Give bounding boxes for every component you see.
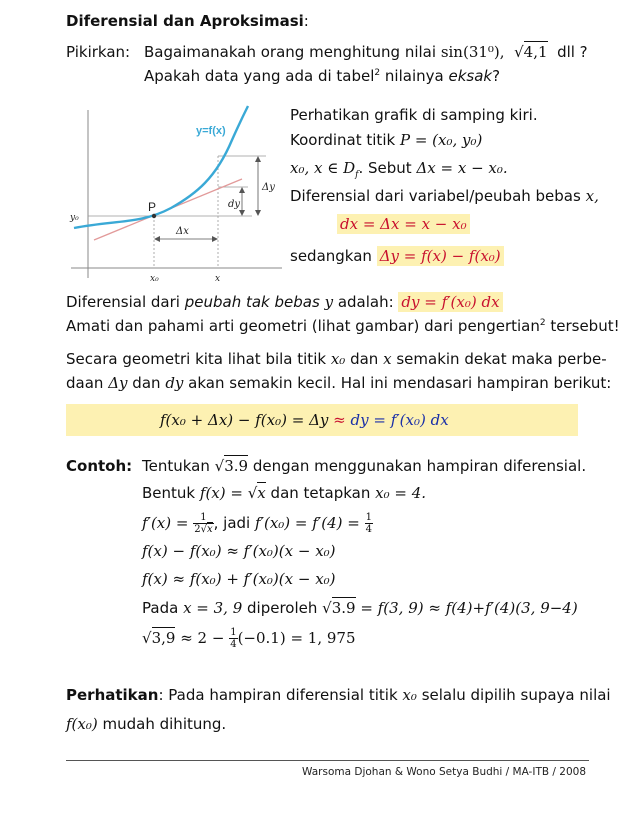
intro-line-2 [144, 67, 500, 85]
intro-sup: 2 [374, 68, 381, 78]
ex-l2-f: f(x) = [199, 484, 243, 502]
title-text: Diferensial dan Aproksimasi [66, 12, 304, 30]
note-l1a: : Pada hampiran diferensial titik [158, 686, 398, 704]
p3-l2b: dan [132, 374, 161, 392]
ex-l2-x: x [257, 484, 266, 502]
x0-label: x₀ [150, 274, 159, 284]
ex-l2a: Bentuk [142, 484, 196, 502]
ex-l6-num: 3.9 [331, 599, 356, 617]
ex-l3-frac2 [365, 512, 373, 535]
right-line-4 [290, 187, 599, 205]
footer-divider [66, 760, 589, 761]
p1-text: Diferensial dari [66, 293, 185, 311]
intro-line1-text: Bagaimanakah orang menghitung nilai [144, 43, 437, 61]
ex-l3-frac1: $\frac{1}{2√x}$ [194, 512, 213, 535]
p1-y: y [319, 293, 338, 311]
dx-definition [337, 214, 470, 234]
example-line-6: Pada x = 3, 9 diperoleh √3.9 = f(3, 9) ≈ f(4)+f′(4)(3, 9−4) [142, 599, 578, 617]
footer-credit: Warsoma Djohan & Wono Setya Budhi / MA-ITB / 2008 [302, 766, 586, 778]
paragraph-approx-l2 [66, 374, 611, 392]
intro-sin-expr: sin(31⁰), [440, 43, 505, 61]
ex-l6a: Pada [142, 599, 179, 617]
dy-definition: dy = f′(x₀) dx [398, 292, 502, 312]
ex-l6b: diperoleh [247, 599, 318, 617]
p3-Dy: Δy [108, 374, 128, 392]
p2-tail: tersebut! [545, 317, 620, 335]
right-line-2 [290, 131, 482, 149]
y0-label: y₀ [70, 213, 79, 223]
p1-em: peubah tak bebas [184, 293, 320, 311]
note-expr: f(x₀) [66, 715, 98, 733]
intro-line2-end: ? [492, 67, 501, 85]
ex-l3-num: 1 [193, 512, 213, 524]
approx-equation [160, 411, 449, 429]
ex-l7-a: ≈ 2 − [180, 629, 225, 647]
example-line-5: f(x) ≈ f(x₀) + f′(x₀)(x − x₀) [142, 570, 336, 588]
p3-l2a: daan [66, 374, 104, 392]
example-line-1: Tentukan √3.9 dengan menggunakan hampiran diferensial. [142, 457, 587, 475]
p3-l1b: dan [350, 350, 379, 368]
paragraph-dy [66, 293, 503, 311]
example-line-7: √3,9 ≈ 2 − $\frac{1}{4}$ (−0.1) = 1, 975 [142, 627, 356, 650]
paragraph-approx-l1 [66, 350, 607, 368]
ex-l7-b: (−0.1) = 1, 975 [237, 629, 356, 647]
ex-l3-den-x: x [207, 524, 213, 535]
right-l3-sub: f [355, 170, 359, 180]
intro-line-1: Bagaimanakah orang menghitung nilai sin(31⁰), √4,1 dll ? [144, 43, 588, 61]
note-l1b: selalu dipilih supaya nilai [421, 686, 611, 704]
eq-approx: ≈ [333, 411, 346, 429]
p2-sup: 2 [539, 318, 546, 328]
ex-l7-frac [229, 627, 237, 650]
p3-x: x [383, 350, 392, 368]
dy-label: dy [228, 199, 241, 210]
ex-l7-d: 4 [230, 639, 237, 650]
ex-l3-n2: 1 [365, 512, 372, 523]
ex-l3-d2: 4 [365, 524, 372, 535]
right-l2-expr: P = (x₀, y₀) [399, 131, 483, 149]
ex-l3-lhs: f′(x) = [142, 514, 189, 532]
delta-y-definition: Δy = f(x) − f(x₀) [377, 246, 504, 266]
ex-l3-mid: , jadi [213, 514, 251, 532]
note-l2b: mudah dihitung. [102, 715, 227, 733]
ex-l7-num: 3,9 [151, 629, 176, 647]
p1-tail: adalah: [337, 293, 394, 311]
note-line-2 [66, 715, 226, 733]
note-label: Perhatikan [66, 686, 159, 704]
p2-text: Amati dan pahami arti geometri (lihat gambar) dari pengertian [66, 317, 540, 335]
x-label: x [215, 274, 221, 284]
intro-sqrt-expr: 4,1 [523, 43, 548, 61]
note-line-1 [66, 686, 611, 704]
right-l4-expr: x, [585, 187, 599, 205]
right-l4-text: Diferensial dari variabel/peubah bebas [290, 187, 581, 205]
p3-dy: dy [165, 374, 184, 392]
ex-l7-n: 1 [230, 627, 237, 638]
curve-label: y=f(x) [196, 125, 226, 137]
intro-line2-mid: nilainya [380, 67, 449, 85]
ex-l1-num: 3.9 [224, 457, 249, 475]
ex-l2-x0: x₀ = 4. [375, 484, 427, 502]
title-colon: : [303, 12, 309, 30]
intro-line2-prefix: Apakah data yang ada di tabel [144, 67, 375, 85]
intro-tail: dll ? [557, 43, 588, 61]
right-l6-text: sedangkan [290, 247, 372, 265]
right-l3-mid: . Sebut [358, 159, 412, 177]
graph-figure [66, 100, 286, 286]
intro-label: Pikirkan: [66, 43, 131, 61]
p3-l1c: semakin dekat maka perbe- [396, 350, 607, 368]
delta-y-label: Δy [262, 182, 275, 193]
p3-x0: x₀ [330, 350, 346, 368]
paragraph-geometry [66, 317, 620, 335]
ex-l1a: Tentukan [142, 457, 210, 475]
example-line-3 [142, 512, 373, 535]
right-l3-expr2: Δx = x − x₀. [416, 159, 508, 177]
p3-l1a: Secara geometri kita lihat bila titik [66, 350, 327, 368]
p3-l2c: akan semakin kecil. Hal ini mendasari hampiran berikut: [188, 374, 612, 392]
eq-blue: dy = f′(x₀) dx [350, 411, 449, 429]
delta-x-label: Δx [176, 226, 189, 237]
page-title [66, 12, 309, 30]
right-line-3 [290, 159, 508, 180]
ex-l2b: dan tetapkan [270, 484, 371, 502]
point-label: P [148, 200, 157, 214]
point-p [152, 214, 156, 218]
eq-black: f(x₀ + Δx) − f(x₀) = Δy [160, 411, 329, 429]
ex-l6-x: x = 3, 9 [183, 599, 243, 617]
right-l3-expr1: x₀, x ∈ D [290, 159, 356, 177]
ex-l6-rhs: = f(3, 9) ≈ f(4)+f′(4)(3, 9−4) [360, 599, 578, 617]
ex-l3-rhs: f′(x₀) = f′(4) = [255, 514, 360, 532]
intro-eksak: eksak [448, 67, 493, 85]
ex-l1b: dengan menggunakan hampiran diferensial. [252, 457, 587, 475]
example-line-4: f(x) − f(x₀) ≈ f′(x₀)(x − x₀) [142, 542, 336, 560]
right-line-1: Perhatikan grafik di samping kiri. [290, 106, 538, 124]
note-x0: x₀ [402, 686, 417, 704]
example-label: Contoh: [66, 457, 133, 475]
ex-l3-den-a: 2 [194, 524, 201, 535]
right-l2-text: Koordinat titik [290, 131, 396, 149]
example-line-2: Bentuk f(x) = √x dan tetapkan x₀ = 4. [142, 484, 427, 502]
right-line-6 [290, 247, 504, 265]
dx-expr: dx = Δx = x − x₀ [340, 215, 467, 233]
